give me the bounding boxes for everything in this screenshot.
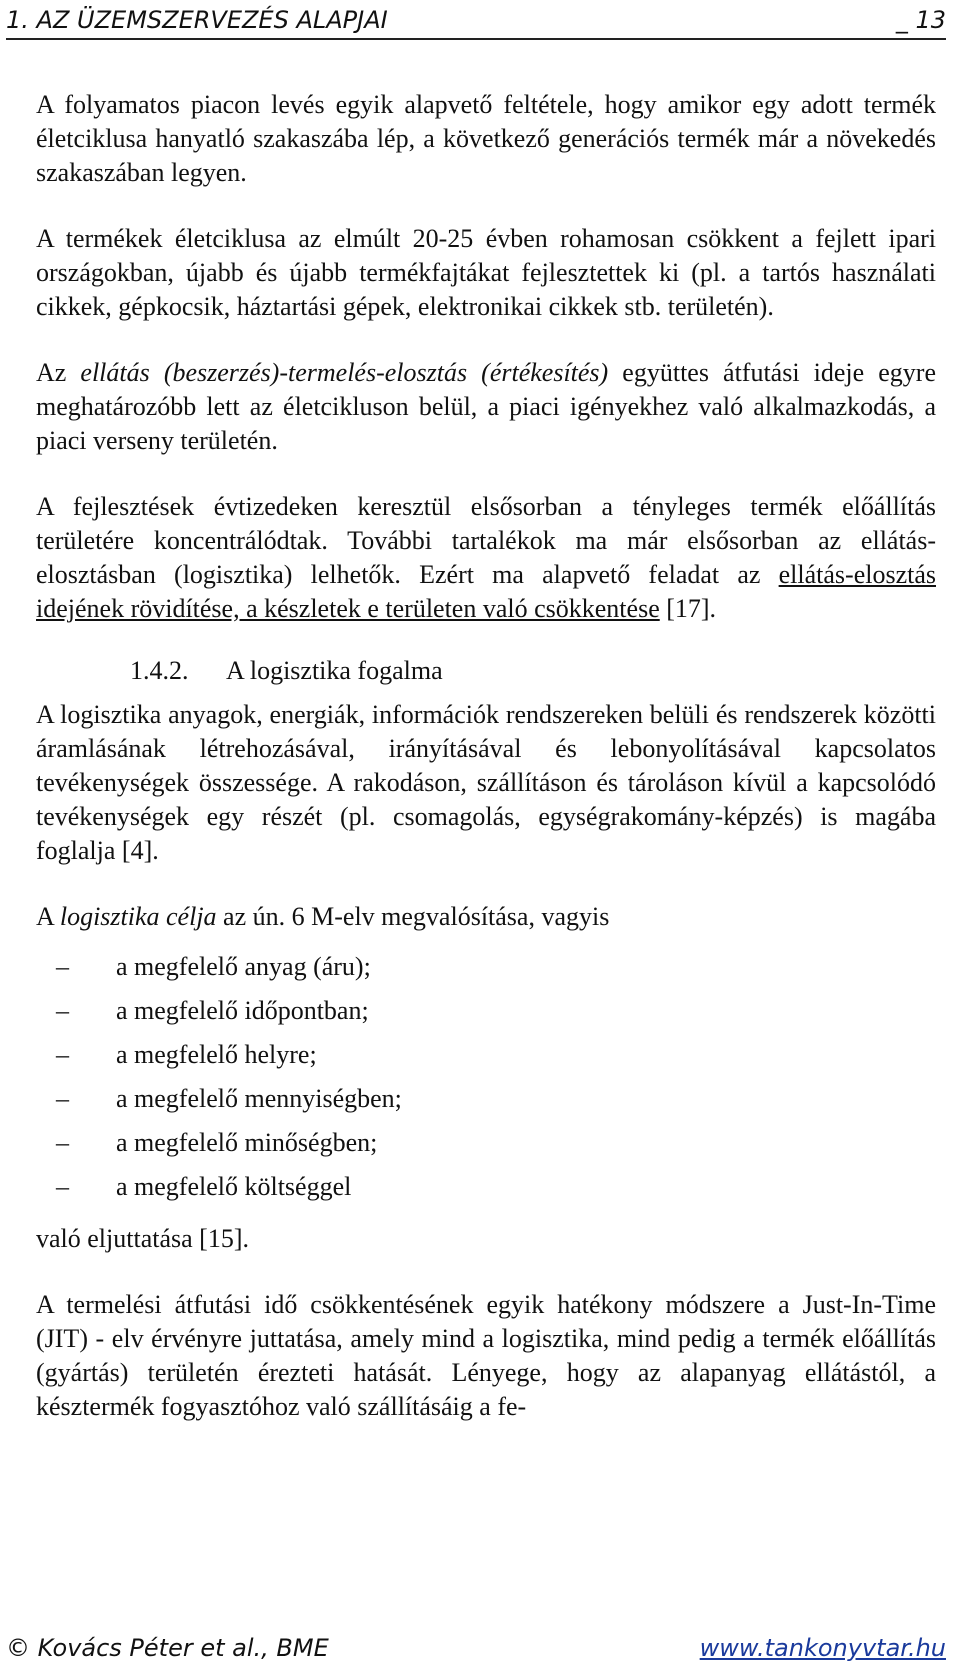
paragraph-3-end: együttes átfutási ideje egyre meghatározóbb lett az életcikluson belül, a piaci igényekhez való alkalmazkodás, a piaci verseny területén. xyxy=(36,358,936,455)
list-item xyxy=(36,1126,936,1170)
section-title: A logisztika fogalma xyxy=(226,656,443,685)
list-item-text: a megfelelő anyag (áru); xyxy=(116,952,371,981)
paragraph-3 xyxy=(36,356,936,458)
list-item-text: a megfelelő költséggel xyxy=(116,1172,352,1201)
page-number: _ 13 xyxy=(895,6,946,34)
paragraph-5: A logisztika anyagok, energiák, információk rendszereken belüli és rendszerek közötti áramlásának létrehozásával, irányításával és lebonyolításával kapcsolatos tevékenységek összessége. A rakodáson, szállításon és tároláson kívül a kapcsolódó tevékenységek egy részét (pl. csomagolás, egységrakomány-képzés) is magába foglalja [4]. xyxy=(36,700,936,865)
paragraph-1: A folyamatos piacon levés egyik alapvető feltétele, hogy amikor egy adott termék életciklusa hanyatló szakaszába lép, a következő generációs termék már a növekedés szakaszában legyen. xyxy=(36,90,936,187)
paragraph-2: A termékek életciklusa az elmúlt 20-25 évben rohamosan csökkent a fejlett ipari országokban, újabb és újabb termékfajtákat fejlesztettek ki (pl. a tartós használati cikkek, gépkocsik, háztartási gépek, elektronikai cikkek stb. területén). xyxy=(36,224,936,321)
paragraph-4 xyxy=(36,490,936,626)
list-item-text: a megfelelő helyre; xyxy=(116,1040,317,1069)
list-item-text: a megfelelő mennyiségben; xyxy=(116,1084,402,1113)
copyright-text: © Kovács Péter et al., BME xyxy=(6,1634,329,1662)
dash-icon: – xyxy=(56,1128,69,1157)
list-item xyxy=(36,1170,936,1214)
paragraph-6-end: az ún. 6 M-elv megvalósítása, vagyis xyxy=(216,902,610,931)
page-body xyxy=(36,88,936,1456)
list-item-text: a megfelelő minőségben; xyxy=(116,1128,378,1157)
page-header xyxy=(6,4,946,40)
list-item xyxy=(36,950,936,994)
paragraph-3-emphasis: ellátás (beszerzés)-termelés-elosztás (értékesítés) xyxy=(80,358,609,387)
dash-icon: – xyxy=(56,996,69,1025)
dash-icon: – xyxy=(56,1040,69,1069)
paragraph-4-start: A fejlesztések évtizedeken keresztül elsősorban a tényleges termék előállítás területére koncentrálódtak. További tartalékok ma már elsősorban az ellátás-elosztásban (logisztika) lelhetők. Ezért ma alapvető feladat az xyxy=(36,492,936,589)
website-link[interactable]: www.tankonyvtar.hu xyxy=(699,1634,946,1662)
paragraph-4-underlined: ellátás-elosztás idejének rövidítése, a készletek e területen való csökkentése xyxy=(36,560,936,623)
dash-icon: – xyxy=(56,952,69,981)
six-m-list xyxy=(36,950,936,1214)
paragraph-3-start: Az xyxy=(36,358,81,387)
page-footer xyxy=(6,1634,946,1670)
paragraph-6-start: A xyxy=(36,902,60,931)
paragraph-7: való eljuttatása [15]. xyxy=(36,1224,249,1253)
list-item xyxy=(36,1082,936,1126)
list-item xyxy=(36,1038,936,1082)
section-heading xyxy=(130,654,936,688)
list-item xyxy=(36,994,936,1038)
paragraph-6 xyxy=(36,900,936,934)
paragraph-4-end: [17]. xyxy=(659,594,717,623)
dash-icon: – xyxy=(56,1172,69,1201)
list-item-text: a megfelelő időpontban; xyxy=(116,996,369,1025)
chapter-title: 1. AZ ÜZEMSZERVEZÉS ALAPJAI xyxy=(6,6,388,34)
paragraph-8: A termelési átfutási idő csökkentésének egyik hatékony módszere a Just-In-Time (JIT) - elv érvényre juttatása, amely mind a logisztika, mind pedig a termék előállítás (gyártás) területén érezteti hatását. Lényege, hogy az alapanyag ellátástól, a késztermék fogyasztóhoz való szállításáig a fe- xyxy=(36,1290,936,1421)
dash-icon: – xyxy=(56,1084,69,1113)
paragraph-6-emphasis: logisztika célja xyxy=(59,902,217,931)
section-number: 1.4.2. xyxy=(130,656,189,685)
